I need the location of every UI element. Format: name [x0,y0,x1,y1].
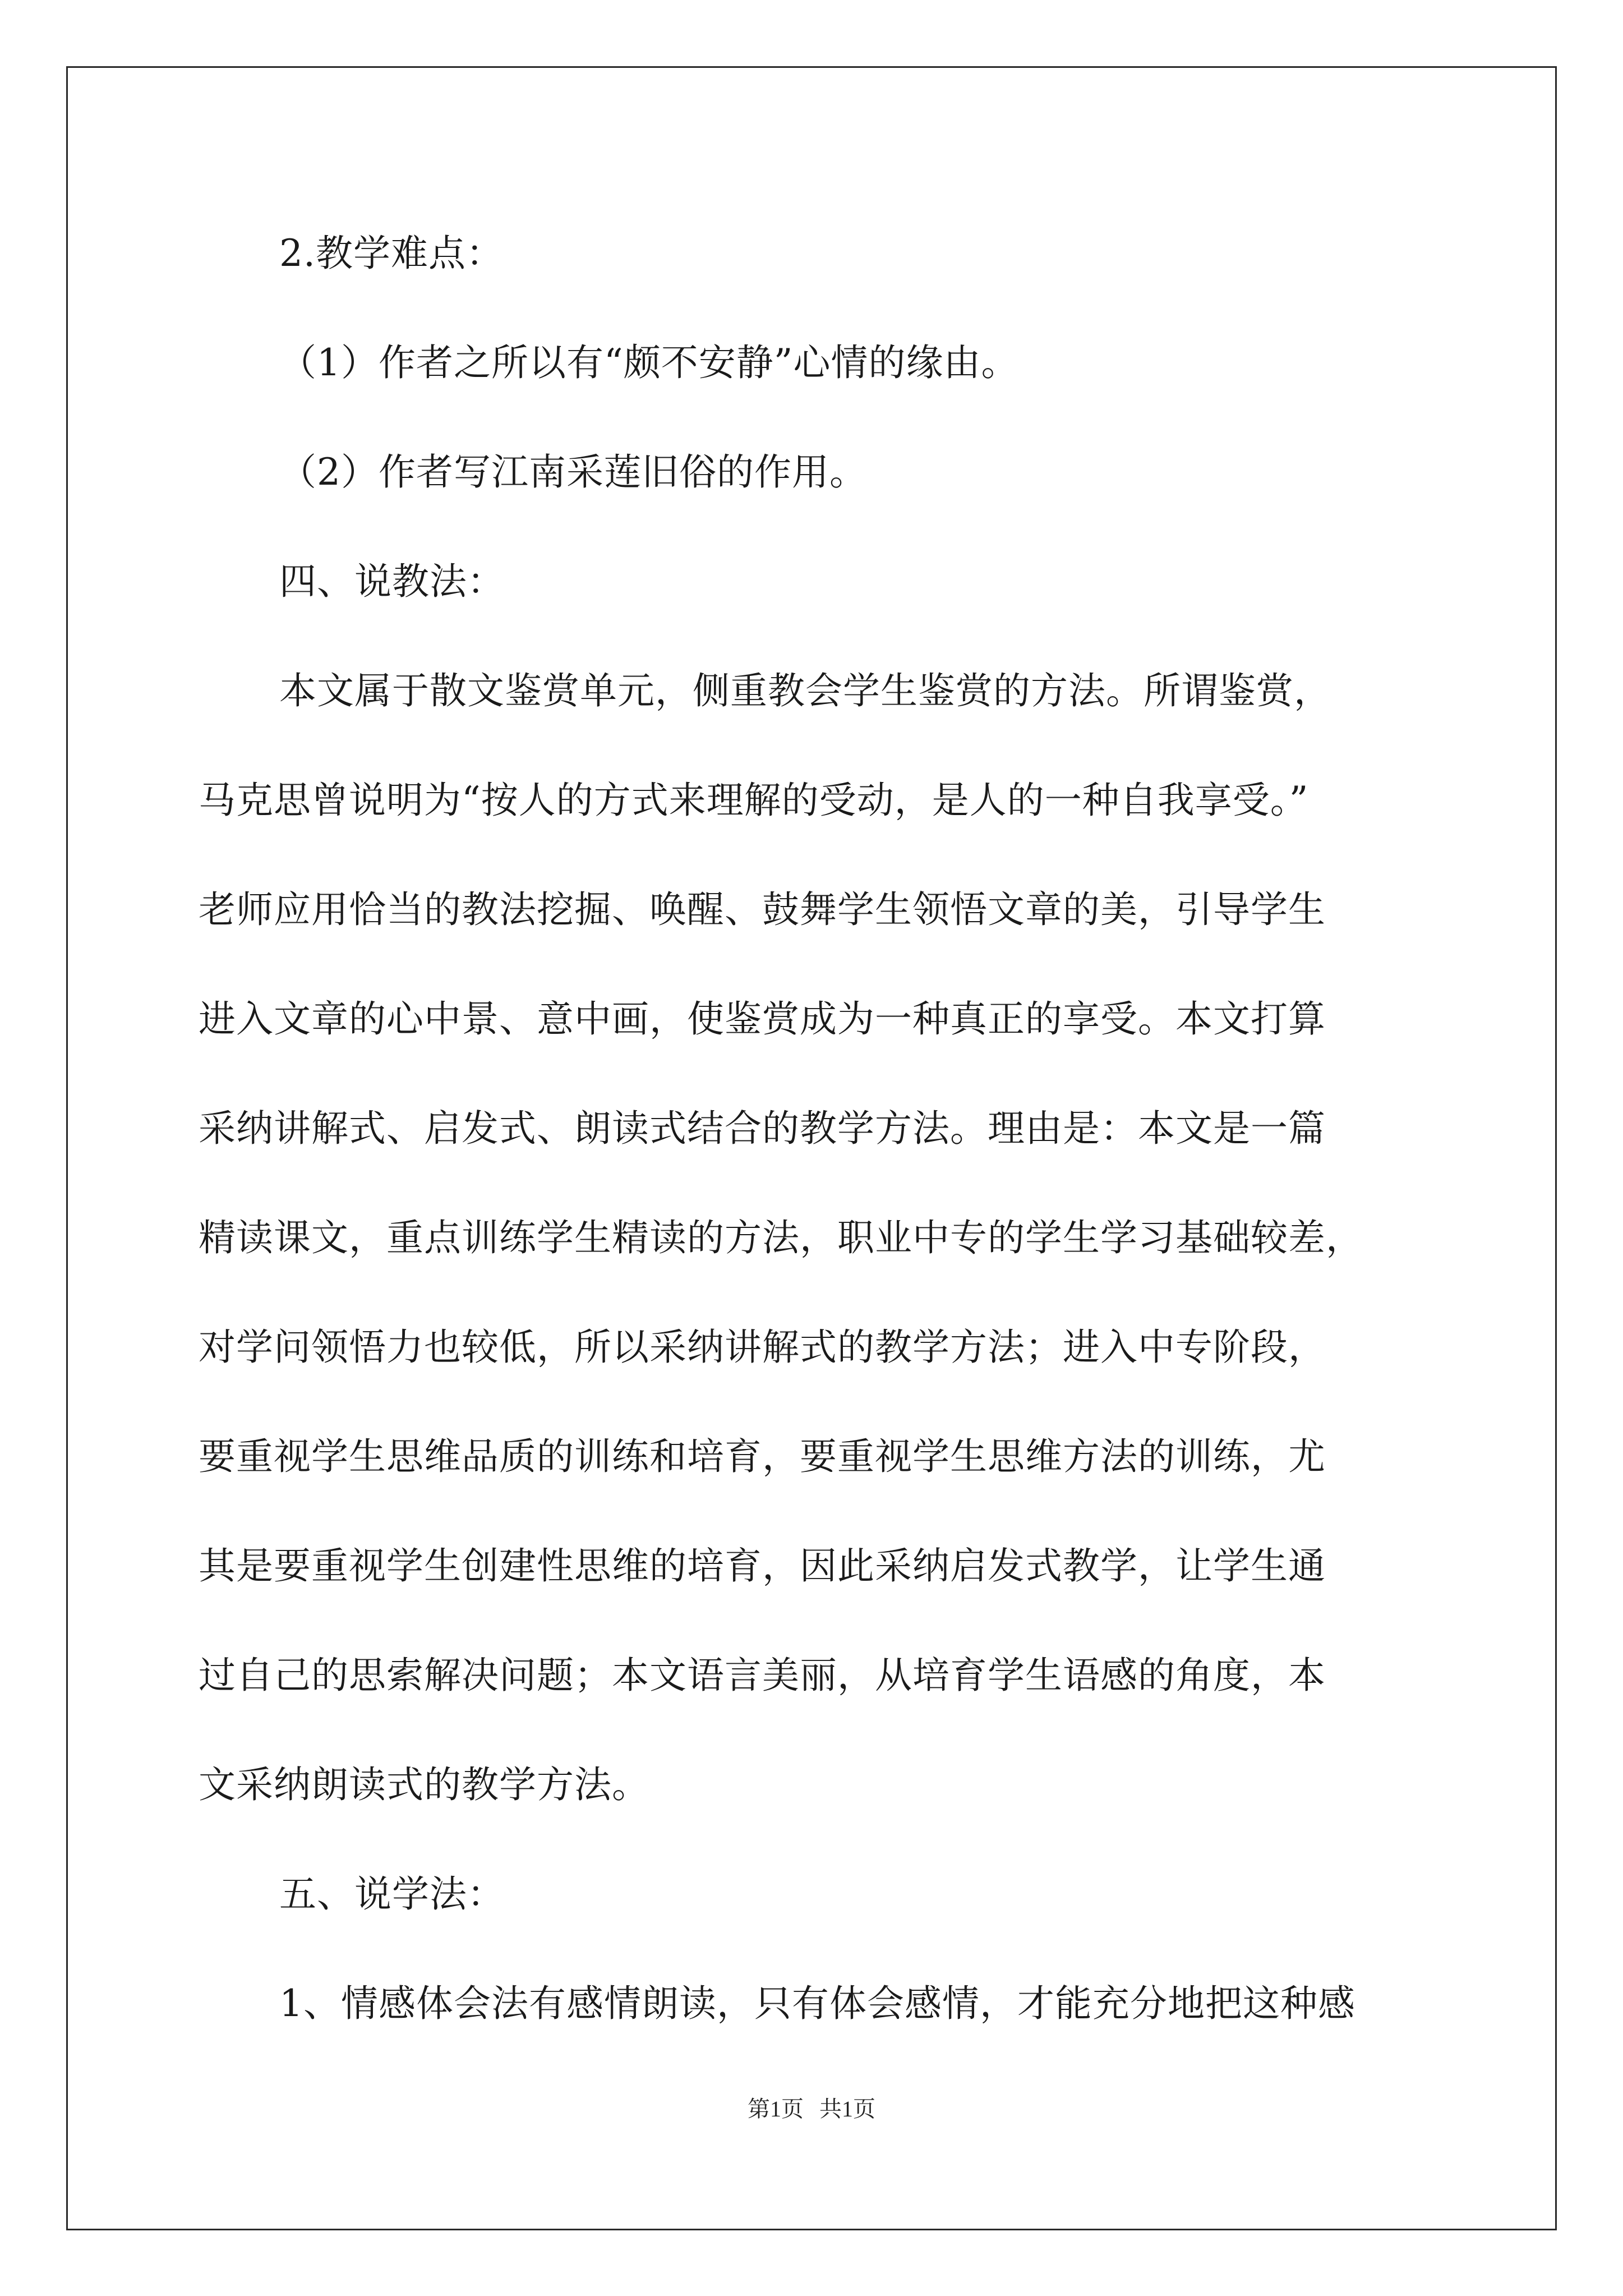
paragraph-line: 要重视学生思维品质的训练和培育，要重视学生思维方法的训练，尤 [199,1435,1326,1478]
paragraph-line: 老师应用恰当的教法挖掘、唤醒、鼓舞学生领悟文章的美，引导学生 [199,888,1326,931]
page-footer [0,2087,1623,2132]
difficulty-item-1: （1）作者之所以有“颇不安静”心情的缘由。 [279,341,1019,384]
paragraph-line: 马克思曾说明为“按人的方式来理解的受动，是人的一种自我享受。” [199,779,1309,822]
paragraph-line: 文采纳朗读式的教学方法。 [199,1763,649,1806]
paragraph-line: 采纳讲解式、启发式、朗读式结合的教学方法。理由是：本文是一篇 [199,1107,1326,1150]
paragraph-line: 精读课文，重点训练学生精读的方法，职业中专的学生学习基础较差， [199,1216,1363,1259]
paragraph-line: 本文属于散文鉴赏单元，侧重教会学生鉴赏的方法。所谓鉴赏， [279,669,1331,712]
heading-learning-method: 五、说学法： [279,1872,505,1916]
paragraph-line: 过自己的思索解决问题；本文语言美丽，从培育学生语感的角度，本 [199,1654,1326,1697]
paragraph-line: 对学问领悟力也较低，所以采纳讲解式的教学方法；进入中专阶段， [199,1326,1326,1369]
paragraph-line: 其是要重视学生创建性思维的培育，因此采纳启发式教学，让学生通 [199,1544,1326,1588]
heading-teaching-difficulties: 2.教学难点： [279,232,504,275]
paragraph-line: 1、情感体会法有感情朗读，只有体会感情，才能充分地把这种感 [279,1982,1355,2025]
page-number-total: 共1页 [819,2096,875,2122]
paragraph-line: 进入文章的心中景、意中画，使鉴赏成为一种真正的享受。本文打算 [199,997,1326,1041]
page-number-current: 第1页 [748,2096,804,2122]
heading-teaching-method: 四、说教法： [279,560,505,603]
difficulty-item-2: （2）作者写江南采莲旧俗的作用。 [279,450,867,494]
